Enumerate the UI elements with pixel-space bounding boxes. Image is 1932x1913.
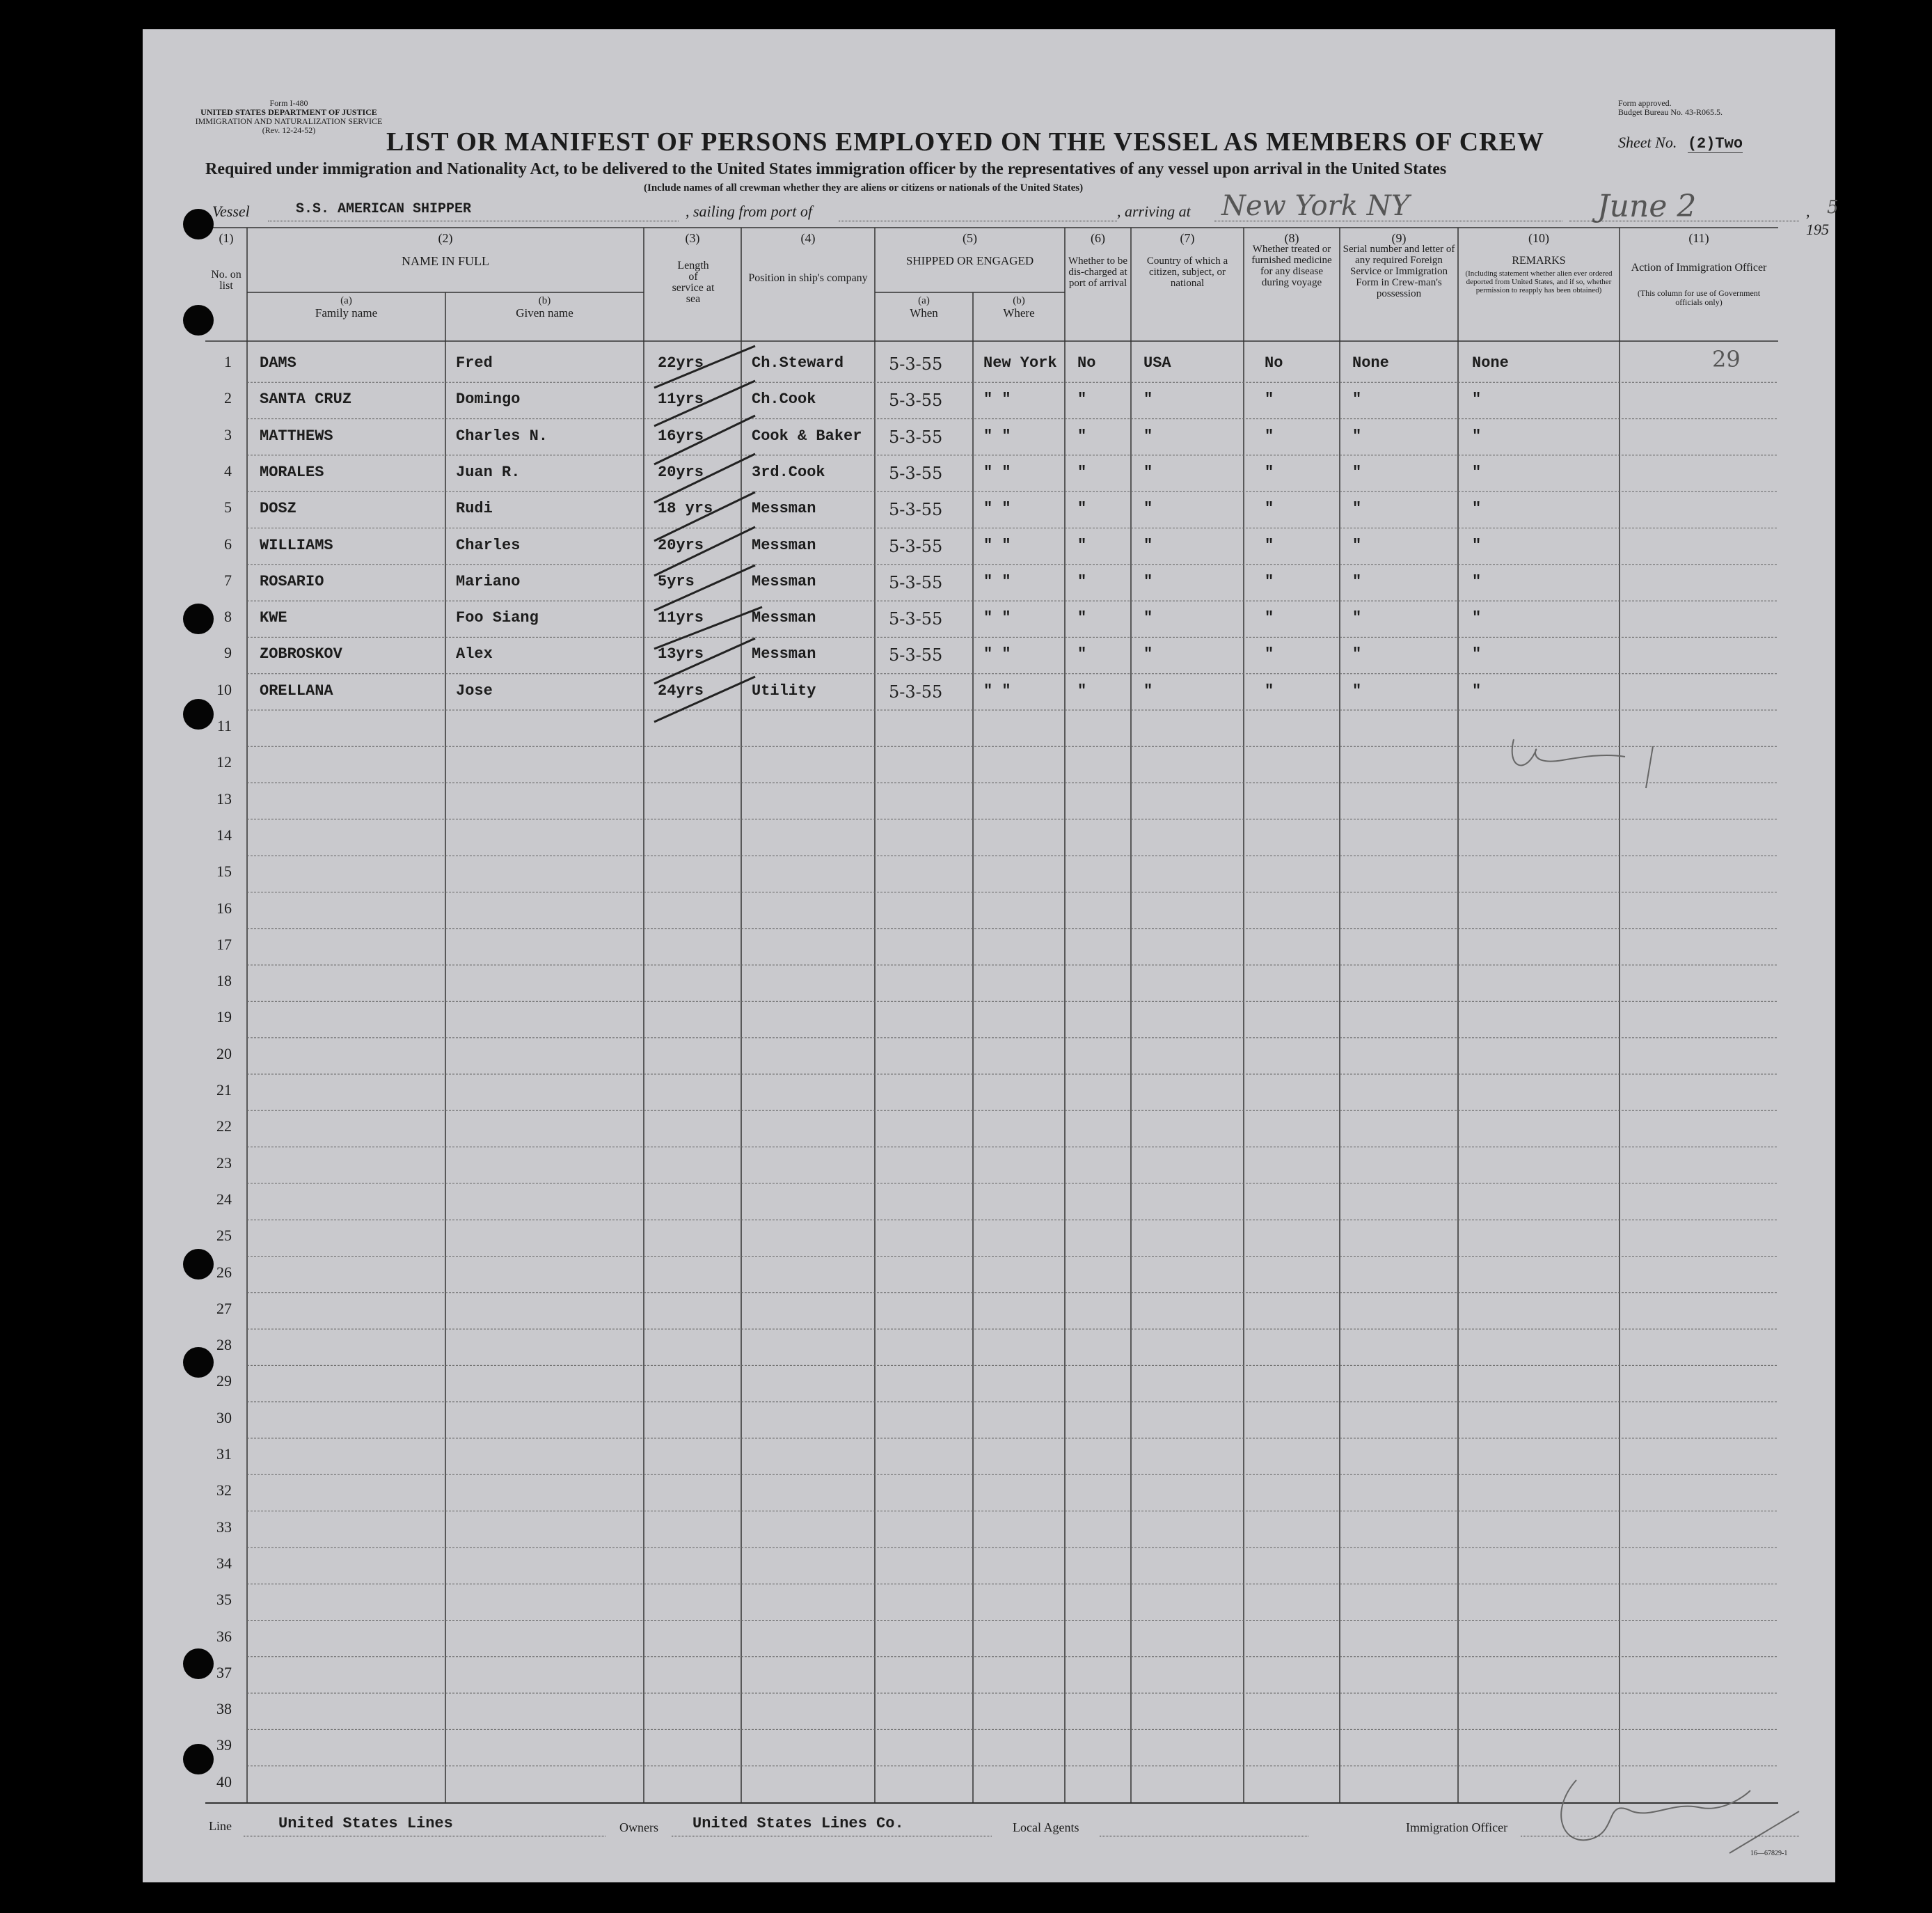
cell-family-name: ORELLANA xyxy=(260,682,333,700)
vessel-label: Vessel xyxy=(212,203,250,220)
cell-shipped-when: 5-3-55 xyxy=(889,645,943,666)
cell-family-name: MORALES xyxy=(260,463,324,481)
cell-discharged: " xyxy=(1077,391,1087,409)
cell-treated: " xyxy=(1265,682,1274,700)
header-serial: Serial number and letter of any required Foreign Service or Immigration Form in Crew-man's possession xyxy=(1343,244,1455,299)
col-10-number: (10) xyxy=(1528,231,1549,245)
cell-position: Ch.Steward xyxy=(752,354,844,372)
budget-bureau: Budget Bureau No. 43-R065.5. xyxy=(1618,107,1723,117)
form-revision: (Rev. 12-24-52) xyxy=(262,125,316,135)
cell-discharged: " xyxy=(1077,645,1087,663)
cell-shipped-when: 5-3-55 xyxy=(889,609,943,629)
row-number: 2 xyxy=(224,389,232,407)
cell-family-name: DOSZ xyxy=(260,500,296,518)
row-number: 4 xyxy=(224,462,232,480)
cell-discharged: " xyxy=(1077,463,1087,481)
cell-serial-number: " xyxy=(1352,391,1362,409)
cell-given-name: Mariano xyxy=(456,572,521,590)
header-family-a: (a) xyxy=(340,295,352,306)
cell-remarks: " xyxy=(1472,536,1482,554)
cell-discharged: " xyxy=(1077,572,1087,590)
cell-remarks: " xyxy=(1472,463,1482,481)
cell-position: Messman xyxy=(752,500,816,518)
row-number: 36 xyxy=(216,1627,232,1645)
cell-discharged: " xyxy=(1077,536,1087,554)
header-treated: Whether treated or furnished medicine for any disease during voyage xyxy=(1251,244,1332,288)
row-number: 40 xyxy=(216,1772,232,1790)
cell-treated: " xyxy=(1265,536,1274,554)
col-2-number: (2) xyxy=(438,231,453,245)
cell-serial-number: " xyxy=(1352,427,1362,445)
cell-length-of-service: 13yrs xyxy=(658,645,704,663)
cell-country: " xyxy=(1143,391,1153,409)
cell-serial-number: " xyxy=(1352,682,1362,700)
cell-position: Messman xyxy=(752,572,816,590)
cell-shipped-when: 5-3-55 xyxy=(889,427,943,447)
cell-length-of-service: 11yrs xyxy=(658,391,704,409)
punch-hole xyxy=(183,1648,214,1679)
punch-hole xyxy=(183,699,214,730)
sheet-number: (2)Two xyxy=(1687,135,1743,152)
row-number: 33 xyxy=(216,1518,232,1536)
cell-given-name: Charles N. xyxy=(456,427,548,445)
row-number: 37 xyxy=(216,1663,232,1681)
line-label: Line xyxy=(209,1819,232,1833)
form-number: Form I-480 xyxy=(269,98,308,108)
cell-position: Messman xyxy=(752,645,816,663)
cell-length-of-service: 18 yrs xyxy=(658,500,713,518)
col-8-number: (8) xyxy=(1284,231,1299,245)
cell-length-of-service: 20yrs xyxy=(658,536,704,554)
cell-given-name: Jose xyxy=(456,682,493,700)
cell-length-of-service: 24yrs xyxy=(658,682,704,700)
cell-treated: " xyxy=(1265,645,1274,663)
punch-hole xyxy=(183,604,214,634)
row-number: 35 xyxy=(216,1591,232,1609)
row-number: 38 xyxy=(216,1700,232,1718)
row-number: 15 xyxy=(216,863,232,881)
row-number: 24 xyxy=(216,1190,232,1208)
arriving-port: New York NY xyxy=(1221,190,1410,222)
row-number: 31 xyxy=(216,1445,232,1463)
row-number: 7 xyxy=(224,571,232,589)
row-number: 13 xyxy=(216,789,232,808)
row-number: 22 xyxy=(216,1117,232,1135)
cell-serial-number: " xyxy=(1352,500,1362,518)
cell-position: 3rd.Cook xyxy=(752,463,825,481)
cell-length-of-service: 5yrs xyxy=(658,572,695,590)
cell-serial-number: " xyxy=(1352,645,1362,663)
col-9-number: (9) xyxy=(1391,231,1407,245)
cell-serial-number: " xyxy=(1352,609,1362,627)
cell-family-name: MATTHEWS xyxy=(260,427,333,445)
cell-country: " xyxy=(1143,682,1153,700)
cell-given-name: Juan R. xyxy=(456,463,521,481)
subtitle: Required under immigration and Nationality Act, to be delivered to the United States immigration officer by the representatives of any vessel upon arrival in the United States xyxy=(205,160,1447,178)
header-where: Where xyxy=(1003,306,1035,320)
arrival-date: June 2 xyxy=(1597,189,1697,224)
cell-family-name: KWE xyxy=(260,609,287,627)
cell-treated: " xyxy=(1265,427,1274,445)
header-position: Position in ship's company xyxy=(748,272,868,284)
cell-serial-number: " xyxy=(1352,572,1362,590)
manifest-sheet xyxy=(143,29,1839,1882)
cell-family-name: WILLIAMS xyxy=(260,536,333,554)
cell-treated: " xyxy=(1265,572,1274,590)
row-number: 9 xyxy=(224,644,232,662)
agency-name: UNITED STATES DEPARTMENT OF JUSTICE xyxy=(200,107,377,117)
cell-serial-number: None xyxy=(1352,354,1389,372)
punch-hole xyxy=(183,209,214,239)
row-number: 12 xyxy=(216,753,232,771)
cell-remarks: " xyxy=(1472,500,1482,518)
col-1-number: (1) xyxy=(219,231,234,245)
cell-discharged: " xyxy=(1077,609,1087,627)
row-number: 1 xyxy=(224,353,232,370)
cell-length-of-service: 22yrs xyxy=(658,354,704,372)
cell-shipped-where: " " xyxy=(983,536,1011,554)
line-value: United States Lines xyxy=(278,1815,453,1832)
cell-country: " xyxy=(1143,645,1153,663)
row-number: 32 xyxy=(216,1481,232,1499)
cell-country: " xyxy=(1143,536,1153,554)
punch-hole xyxy=(183,305,214,336)
cell-shipped-where: New York xyxy=(983,354,1057,372)
cell-given-name: Foo Siang xyxy=(456,609,539,627)
cell-position: Cook & Baker xyxy=(752,427,862,445)
cell-shipped-when: 5-3-55 xyxy=(889,500,943,520)
row-number: 21 xyxy=(216,1081,232,1099)
cell-discharged: " xyxy=(1077,500,1087,518)
punch-hole xyxy=(183,1347,214,1378)
cell-remarks: " xyxy=(1472,427,1482,445)
print-code: 16—67829-1 xyxy=(1750,1850,1788,1857)
row-number: 16 xyxy=(216,899,232,917)
row-number: 5 xyxy=(224,498,232,517)
cell-position: Messman xyxy=(752,609,816,627)
local-agents-label: Local Agents xyxy=(1013,1820,1079,1834)
row-number: 29 xyxy=(216,1372,232,1390)
header-remarks-note: (Including statement whether alien ever ordered deported from United States, and if so, whether permission to reapply has been obtained) xyxy=(1465,269,1613,294)
cell-remarks: " xyxy=(1472,645,1482,663)
cell-country: " xyxy=(1143,572,1153,590)
cell-treated: " xyxy=(1265,609,1274,627)
cell-treated: No xyxy=(1265,354,1283,372)
cell-discharged: No xyxy=(1077,354,1096,372)
cell-shipped-where: " " xyxy=(983,609,1011,627)
header-family-name: Family name xyxy=(315,306,378,320)
cell-shipped-when: 5-3-55 xyxy=(889,391,943,411)
cell-family-name: ZOBROSKOV xyxy=(260,645,342,663)
cell-given-name: Charles xyxy=(456,536,521,554)
row-number: 17 xyxy=(216,935,232,953)
cell-remarks: " xyxy=(1472,609,1482,627)
row-number: 26 xyxy=(216,1263,232,1281)
cell-length-of-service: 11yrs xyxy=(658,609,704,627)
vessel-name: S.S. AMERICAN SHIPPER xyxy=(296,201,472,217)
cell-treated: " xyxy=(1265,463,1274,481)
header-action-note: (This column for use of Government officials only) xyxy=(1637,288,1761,307)
form-approved: Form approved. xyxy=(1618,98,1672,108)
header-given-b: (b) xyxy=(538,295,551,306)
cell-length-of-service: 20yrs xyxy=(658,463,704,481)
cell-shipped-when: 5-3-55 xyxy=(889,536,943,556)
cell-shipped-where: " " xyxy=(983,500,1011,518)
row-number: 20 xyxy=(216,1044,232,1062)
cell-given-name: Fred xyxy=(456,354,493,372)
year-suffix: 5 xyxy=(1827,197,1839,218)
header-length: Length of service at sea xyxy=(672,260,715,305)
row-number: 18 xyxy=(216,972,232,990)
header-shipped: SHIPPED OR ENGAGED xyxy=(905,254,1034,267)
cell-country: " xyxy=(1143,609,1153,627)
row-number: 39 xyxy=(216,1736,232,1754)
cell-remarks: " xyxy=(1472,572,1482,590)
cell-country: " xyxy=(1143,427,1153,445)
cell-shipped-when: 5-3-55 xyxy=(889,463,943,483)
row-number: 30 xyxy=(216,1408,232,1426)
cell-shipped-where: " " xyxy=(983,682,1011,700)
action-count: 29 xyxy=(1712,346,1741,372)
header-no-on-list: No. on list xyxy=(211,269,242,292)
row-number: 3 xyxy=(224,425,232,443)
col-6-number: (6) xyxy=(1091,231,1105,245)
cell-position: Messman xyxy=(752,536,816,554)
row-number: 11 xyxy=(216,717,232,734)
col-3-number: (3) xyxy=(685,231,700,245)
cell-serial-number: " xyxy=(1352,536,1362,554)
punch-hole xyxy=(183,1744,214,1774)
cell-shipped-where: " " xyxy=(983,463,1011,481)
cell-position: Ch.Cook xyxy=(752,391,816,409)
cell-given-name: Rudi xyxy=(456,500,493,518)
cell-position: Utility xyxy=(752,682,816,700)
cell-serial-number: " xyxy=(1352,463,1362,481)
cell-shipped-when: 5-3-55 xyxy=(889,354,943,374)
row-number: 14 xyxy=(216,826,232,844)
cell-discharged: " xyxy=(1077,427,1087,445)
cell-treated: " xyxy=(1265,391,1274,409)
cell-remarks: " xyxy=(1472,391,1482,409)
cell-given-name: Domingo xyxy=(456,391,521,409)
cell-shipped-where: " " xyxy=(983,391,1011,409)
cell-remarks: None xyxy=(1472,354,1509,372)
cell-shipped-where: " " xyxy=(983,572,1011,590)
cell-shipped-where: " " xyxy=(983,427,1011,445)
row-number: 10 xyxy=(216,680,232,698)
col-4-number: (4) xyxy=(800,231,816,245)
immigration-officer-label: Immigration Officer xyxy=(1406,1820,1508,1834)
cell-shipped-when: 5-3-55 xyxy=(889,572,943,592)
owners-value: United States Lines Co. xyxy=(692,1815,904,1832)
header-name-in-full: NAME IN FULL xyxy=(402,254,489,268)
cell-family-name: DAMS xyxy=(260,354,296,372)
row-number: 25 xyxy=(216,1227,232,1245)
header-discharged: Whether to be dis-charged at port of arrival xyxy=(1068,255,1127,289)
cell-family-name: ROSARIO xyxy=(260,572,324,590)
include-note: (Include names of all crewman whether they are aliens or citizens or nationals of the United States) xyxy=(644,182,1084,194)
row-number: 23 xyxy=(216,1154,232,1172)
header-given-name: Given name xyxy=(516,306,573,320)
header-when-a: (a) xyxy=(918,295,930,306)
agency-service: IMMIGRATION AND NATURALIZATION SERVICE xyxy=(195,116,383,126)
sheet-label: Sheet No. xyxy=(1618,134,1677,151)
header-action: Action of Immigration Officer xyxy=(1631,262,1767,274)
row-number: 28 xyxy=(216,1336,232,1354)
cell-shipped-where: " " xyxy=(983,645,1011,663)
row-number: 19 xyxy=(216,1008,232,1026)
year-prefix: , 195 xyxy=(1806,203,1829,238)
row-number: 34 xyxy=(216,1554,232,1572)
col-11-number: (11) xyxy=(1688,231,1709,245)
row-number: 27 xyxy=(216,1299,232,1317)
page-title: LIST OR MANIFEST OF PERSONS EMPLOYED ON THE VESSEL AS MEMBERS OF CREW xyxy=(386,127,1544,157)
cell-treated: " xyxy=(1265,500,1274,518)
cell-given-name: Alex xyxy=(456,645,493,663)
col-7-number: (7) xyxy=(1180,231,1195,245)
row-number: 8 xyxy=(224,608,232,626)
sailing-label: , sailing from port of xyxy=(686,203,812,220)
cell-country: USA xyxy=(1143,354,1171,372)
header-where-b: (b) xyxy=(1013,295,1025,306)
owners-label: Owners xyxy=(619,1820,658,1834)
punch-hole xyxy=(183,1249,214,1280)
arriving-label: , arriving at xyxy=(1117,203,1191,220)
cell-family-name: SANTA CRUZ xyxy=(260,391,352,409)
cell-length-of-service: 16yrs xyxy=(658,427,704,445)
cell-country: " xyxy=(1143,463,1153,481)
cell-remarks: " xyxy=(1472,682,1482,700)
header-country: Country of which a citizen, subject, or national xyxy=(1146,255,1228,289)
cell-country: " xyxy=(1143,500,1153,518)
cell-discharged: " xyxy=(1077,682,1087,700)
cell-shipped-when: 5-3-55 xyxy=(889,682,943,702)
header-remarks: REMARKS xyxy=(1512,255,1566,267)
row-number: 6 xyxy=(224,535,232,553)
col-5-number: (5) xyxy=(963,231,977,245)
header-when: When xyxy=(910,306,938,320)
